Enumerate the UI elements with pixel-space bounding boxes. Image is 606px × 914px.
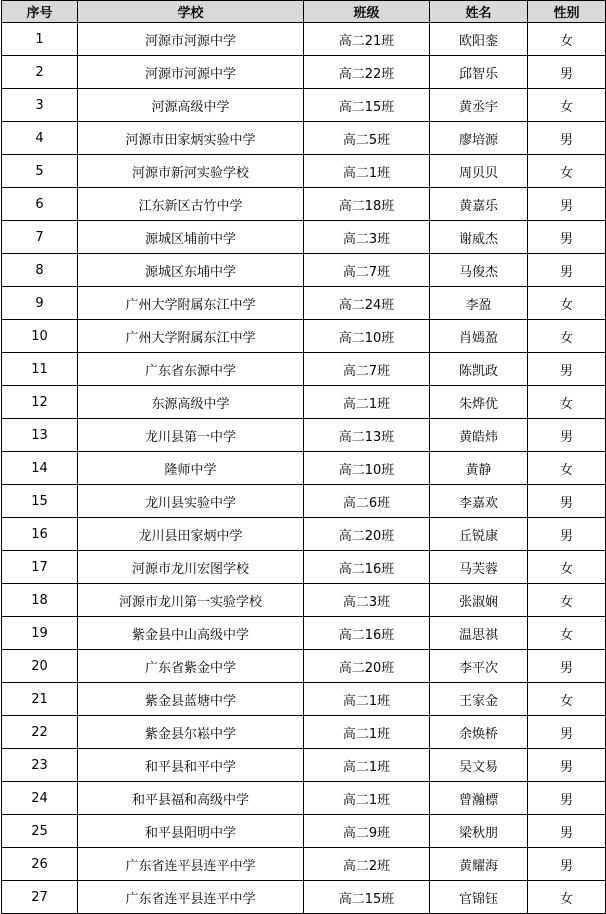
table-row — [2, 782, 606, 815]
cell-name: 马俊杰 — [430, 254, 528, 287]
table-row — [2, 848, 606, 881]
cell-school: 紫金县尔崧中学 — [78, 716, 304, 749]
cell-index: 11 — [2, 353, 78, 386]
cell-gender: 男 — [528, 518, 606, 551]
cell-name: 温思祺 — [430, 617, 528, 650]
cell-index: 14 — [2, 452, 78, 485]
table-row — [2, 320, 606, 353]
cell-gender: 女 — [528, 683, 606, 716]
cell-school: 广东省连平县连平中学 — [78, 881, 304, 914]
cell-index: 18 — [2, 584, 78, 617]
cell-gender: 男 — [528, 221, 606, 254]
cell-school: 和平县福和高级中学 — [78, 782, 304, 815]
cell-gender: 男 — [528, 188, 606, 221]
student-list-table — [1, 0, 606, 914]
cell-class: 高二3班 — [304, 584, 430, 617]
cell-school: 广东省连平县连平中学 — [78, 848, 304, 881]
cell-school: 河源市田家炳实验中学 — [78, 122, 304, 155]
cell-class: 高二6班 — [304, 485, 430, 518]
cell-gender: 男 — [528, 782, 606, 815]
table-row — [2, 584, 606, 617]
table-row — [2, 122, 606, 155]
table-header — [2, 1, 606, 23]
cell-index: 10 — [2, 320, 78, 353]
cell-name: 官锦钰 — [430, 881, 528, 914]
cell-school: 龙川县田家炳中学 — [78, 518, 304, 551]
cell-class: 高二9班 — [304, 815, 430, 848]
table-row — [2, 56, 606, 89]
cell-class: 高二1班 — [304, 683, 430, 716]
cell-school: 广州大学附属东江中学 — [78, 320, 304, 353]
cell-index: 22 — [2, 716, 78, 749]
table-row — [2, 353, 606, 386]
cell-name: 周贝贝 — [430, 155, 528, 188]
cell-name: 黄丞宇 — [430, 89, 528, 122]
cell-gender: 女 — [528, 89, 606, 122]
cell-index: 7 — [2, 221, 78, 254]
cell-name: 廖培源 — [430, 122, 528, 155]
cell-name: 黄皓炜 — [430, 419, 528, 452]
header-school: 学校 — [78, 1, 304, 23]
cell-gender: 男 — [528, 419, 606, 452]
cell-school: 和平县阳明中学 — [78, 815, 304, 848]
header-gender: 性别 — [528, 1, 606, 23]
cell-school: 河源市河源中学 — [78, 23, 304, 56]
table-row — [2, 254, 606, 287]
table-row — [2, 386, 606, 419]
table-row — [2, 650, 606, 683]
cell-school: 源城区埔前中学 — [78, 221, 304, 254]
cell-index: 8 — [2, 254, 78, 287]
cell-class: 高二1班 — [304, 782, 430, 815]
cell-gender: 女 — [528, 881, 606, 914]
cell-school: 河源高级中学 — [78, 89, 304, 122]
cell-gender: 女 — [528, 551, 606, 584]
cell-school: 河源市龙川宏图学校 — [78, 551, 304, 584]
cell-name: 黄耀海 — [430, 848, 528, 881]
cell-index: 27 — [2, 881, 78, 914]
cell-index: 25 — [2, 815, 78, 848]
cell-school: 紫金县蓝塘中学 — [78, 683, 304, 716]
cell-index: 9 — [2, 287, 78, 320]
cell-index: 16 — [2, 518, 78, 551]
cell-index: 3 — [2, 89, 78, 122]
table-row — [2, 452, 606, 485]
cell-class: 高二18班 — [304, 188, 430, 221]
table-row — [2, 419, 606, 452]
cell-class: 高二1班 — [304, 386, 430, 419]
cell-name: 李平次 — [430, 650, 528, 683]
cell-gender: 女 — [528, 617, 606, 650]
cell-name: 马芙蓉 — [430, 551, 528, 584]
cell-name: 王家金 — [430, 683, 528, 716]
cell-index: 17 — [2, 551, 78, 584]
table-row — [2, 551, 606, 584]
cell-class: 高二20班 — [304, 518, 430, 551]
cell-gender: 男 — [528, 815, 606, 848]
cell-class: 高二5班 — [304, 122, 430, 155]
cell-gender: 男 — [528, 353, 606, 386]
table-body — [2, 23, 606, 914]
cell-school: 河源市河源中学 — [78, 56, 304, 89]
table-row — [2, 749, 606, 782]
cell-name: 李盈 — [430, 287, 528, 320]
cell-gender: 女 — [528, 386, 606, 419]
cell-school: 广东省紫金中学 — [78, 650, 304, 683]
cell-index: 13 — [2, 419, 78, 452]
cell-class: 高二24班 — [304, 287, 430, 320]
cell-class: 高二7班 — [304, 353, 430, 386]
cell-school: 江东新区古竹中学 — [78, 188, 304, 221]
table-row — [2, 617, 606, 650]
cell-gender: 男 — [528, 254, 606, 287]
cell-class: 高二10班 — [304, 320, 430, 353]
cell-school: 广州大学附属东江中学 — [78, 287, 304, 320]
cell-class: 高二21班 — [304, 23, 430, 56]
cell-gender: 女 — [528, 452, 606, 485]
cell-name: 余焕桥 — [430, 716, 528, 749]
cell-gender: 女 — [528, 23, 606, 56]
cell-name: 曾瀚標 — [430, 782, 528, 815]
table-row — [2, 683, 606, 716]
cell-index: 21 — [2, 683, 78, 716]
cell-class: 高二20班 — [304, 650, 430, 683]
cell-name: 陈凯政 — [430, 353, 528, 386]
cell-class: 高二16班 — [304, 617, 430, 650]
cell-name: 丘锐康 — [430, 518, 528, 551]
cell-class: 高二1班 — [304, 716, 430, 749]
table-row — [2, 188, 606, 221]
cell-index: 15 — [2, 485, 78, 518]
cell-name: 欧阳銮 — [430, 23, 528, 56]
cell-name: 谢威杰 — [430, 221, 528, 254]
cell-school: 和平县和平中学 — [78, 749, 304, 782]
cell-class: 高二1班 — [304, 749, 430, 782]
cell-class: 高二2班 — [304, 848, 430, 881]
cell-school: 龙川县第一中学 — [78, 419, 304, 452]
cell-class: 高二15班 — [304, 881, 430, 914]
cell-gender: 女 — [528, 320, 606, 353]
cell-class: 高二22班 — [304, 56, 430, 89]
cell-name: 黄静 — [430, 452, 528, 485]
cell-index: 5 — [2, 155, 78, 188]
cell-index: 24 — [2, 782, 78, 815]
table-row — [2, 23, 606, 56]
cell-name: 李嘉欢 — [430, 485, 528, 518]
cell-name: 邱智乐 — [430, 56, 528, 89]
cell-name: 梁秋朋 — [430, 815, 528, 848]
table-row — [2, 518, 606, 551]
cell-school: 河源市龙川第一实验学校 — [78, 584, 304, 617]
cell-class: 高二3班 — [304, 221, 430, 254]
cell-school: 紫金县中山高级中学 — [78, 617, 304, 650]
cell-gender: 男 — [528, 716, 606, 749]
cell-gender: 女 — [528, 155, 606, 188]
cell-name: 黄嘉乐 — [430, 188, 528, 221]
cell-name: 吴文易 — [430, 749, 528, 782]
cell-index: 23 — [2, 749, 78, 782]
cell-name: 肖嫣盈 — [430, 320, 528, 353]
cell-school: 河源市新河实验学校 — [78, 155, 304, 188]
cell-index: 20 — [2, 650, 78, 683]
table-row — [2, 155, 606, 188]
cell-class: 高二16班 — [304, 551, 430, 584]
cell-class: 高二15班 — [304, 89, 430, 122]
cell-class: 高二13班 — [304, 419, 430, 452]
table-row — [2, 716, 606, 749]
cell-index: 19 — [2, 617, 78, 650]
cell-school: 东源高级中学 — [78, 386, 304, 419]
cell-class: 高二10班 — [304, 452, 430, 485]
table-row — [2, 815, 606, 848]
table-row — [2, 221, 606, 254]
cell-gender: 男 — [528, 485, 606, 518]
cell-gender: 男 — [528, 749, 606, 782]
cell-gender: 男 — [528, 56, 606, 89]
header-index: 序号 — [2, 1, 78, 23]
header-name: 姓名 — [430, 1, 528, 23]
cell-gender: 女 — [528, 584, 606, 617]
cell-index: 26 — [2, 848, 78, 881]
cell-index: 2 — [2, 56, 78, 89]
table-row — [2, 881, 606, 914]
table-row — [2, 287, 606, 320]
cell-index: 4 — [2, 122, 78, 155]
cell-index: 1 — [2, 23, 78, 56]
cell-gender: 男 — [528, 650, 606, 683]
cell-index: 6 — [2, 188, 78, 221]
header-row — [2, 1, 606, 23]
cell-gender: 男 — [528, 848, 606, 881]
cell-name: 朱烨优 — [430, 386, 528, 419]
cell-gender: 男 — [528, 122, 606, 155]
cell-class: 高二1班 — [304, 155, 430, 188]
header-class: 班级 — [304, 1, 430, 23]
cell-school: 源城区东埔中学 — [78, 254, 304, 287]
cell-class: 高二7班 — [304, 254, 430, 287]
table-row — [2, 485, 606, 518]
cell-school: 龙川县实验中学 — [78, 485, 304, 518]
cell-school: 隆师中学 — [78, 452, 304, 485]
cell-index: 12 — [2, 386, 78, 419]
table-row — [2, 89, 606, 122]
cell-school: 广东省东源中学 — [78, 353, 304, 386]
cell-gender: 女 — [528, 287, 606, 320]
cell-name: 张淑娴 — [430, 584, 528, 617]
